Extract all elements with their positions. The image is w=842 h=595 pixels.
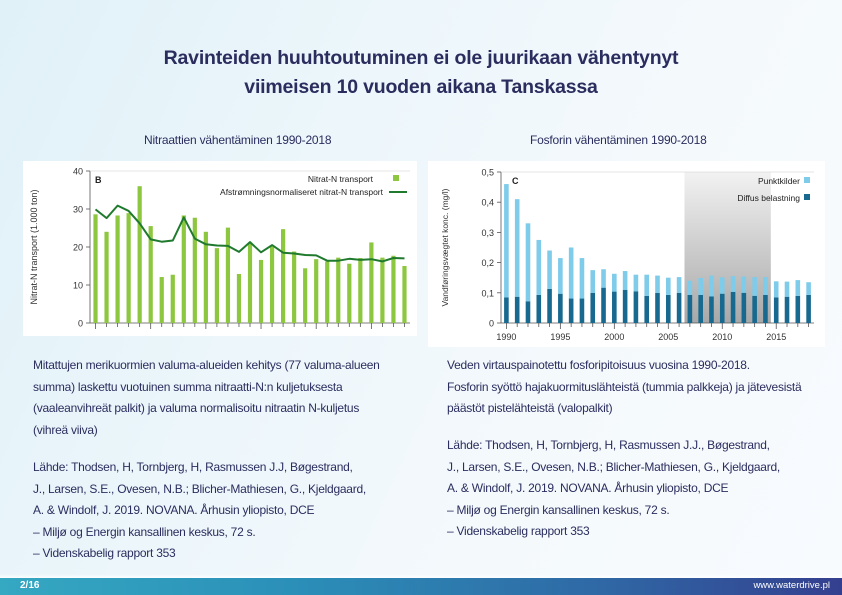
phosphorus-description xyxy=(447,355,837,420)
nitrate-chart xyxy=(23,161,417,336)
diffus-bar xyxy=(796,296,801,323)
y-axis-label: Nitrat-N transport (1.000 ton) xyxy=(29,189,39,305)
diffus-bar xyxy=(666,295,671,323)
y-tick-label: 0,1 xyxy=(481,288,494,299)
source-line: J., Larsen, S.E., Ovesen, N.B.; Blicher-Mathiesen, G., Kjeldgaard, xyxy=(447,459,780,474)
punktkilder-bar xyxy=(677,277,682,293)
diffus-bar xyxy=(709,296,714,323)
x-tick-label: 1995 xyxy=(550,332,571,342)
nitrate-bar xyxy=(182,215,186,323)
nitrate-bar xyxy=(292,252,296,323)
nitrate-bar xyxy=(248,242,252,323)
punktkilder-bar xyxy=(698,278,703,295)
diffus-bar xyxy=(515,297,520,323)
description-line: (vaaleanvihreät palkit) ja valuma normalisoitu nitraatin N-kuljetus xyxy=(33,401,360,415)
punktkilder-bar xyxy=(720,277,725,293)
nitrate-bar xyxy=(303,268,307,323)
source-line: – Miljø og Energin kansallinen keskus, 72 s. xyxy=(447,502,670,517)
punktkilder-bar xyxy=(655,276,660,293)
nitrate-bar xyxy=(314,259,318,323)
source-line: – Videnskabelig rapport 353 xyxy=(33,546,176,560)
legend-label: Nitrat-N transport xyxy=(307,174,373,184)
punktkilder-bar xyxy=(547,251,552,289)
punktkilder-bar xyxy=(644,275,649,296)
diffus-bar xyxy=(677,293,682,323)
diffus-bar xyxy=(752,296,757,323)
nitrate-bar xyxy=(104,232,108,323)
source-line: – Videnskabelig rapport 353 xyxy=(447,524,590,538)
legend-swatch-bar xyxy=(393,175,399,181)
diffus-bar xyxy=(504,297,509,323)
nitrate-source xyxy=(33,457,423,565)
description-line: Veden virtauspainotettu fosforipitoisuus vuosina 1990-2018. xyxy=(447,358,750,372)
x-tick-label: 2015 xyxy=(766,332,787,342)
diffus-bar xyxy=(644,296,649,323)
diffus-bar xyxy=(698,295,703,323)
description-line: Fosforin syöttö hajakuormituslähteistä (tummia palkkeja) ja jätevesistä xyxy=(447,379,802,394)
description-line: summa) laskettu vuotuinen summa nitraatti-N:n kuljetuksesta xyxy=(33,379,343,394)
y-tick-label: 20 xyxy=(72,242,83,253)
page-number: 2/16 xyxy=(20,580,40,591)
nitrate-bar xyxy=(380,258,384,323)
legend-label: Punktkilder xyxy=(757,176,800,186)
diffus-bar xyxy=(623,290,628,323)
punktkilder-bar xyxy=(580,258,585,298)
page-title xyxy=(0,44,842,102)
punktkilder-bar xyxy=(785,282,790,297)
punktkilder-bar xyxy=(623,271,628,290)
punktkilder-bar xyxy=(558,258,563,294)
nitrate-bar xyxy=(93,214,97,323)
diffus-bar xyxy=(612,292,617,323)
punktkilder-bar xyxy=(666,278,671,295)
source-line: Lähde: Thodsen, H, Tornbjerg, H, Rasmussen J.J., Bøgestrand, xyxy=(447,438,770,452)
diffus-bar xyxy=(763,295,768,323)
nitrate-bar xyxy=(115,215,119,323)
diffus-bar xyxy=(774,297,779,323)
punktkilder-bar xyxy=(774,281,779,297)
punktkilder-bar xyxy=(752,277,757,296)
y-tick-label: 30 xyxy=(72,204,83,215)
nitrate-bar xyxy=(215,248,219,323)
punktkilder-bar xyxy=(569,248,574,299)
nitrate-bar xyxy=(204,232,208,323)
source-line: – Miljø og Energin kansallinen keskus, 72 s. xyxy=(33,524,256,539)
source-line: A. & Windolf, J. 2019. NOVANA. Århusin yliopisto, DCE xyxy=(33,503,315,517)
punktkilder-bar xyxy=(515,199,520,297)
diffus-bar xyxy=(655,293,660,323)
nitrate-bar xyxy=(193,218,197,323)
y-axis-label: Vandføringsvægtet konc. (mg/l) xyxy=(440,188,450,307)
y-tick-label: 0,4 xyxy=(481,197,494,208)
nitrate-bar xyxy=(369,242,373,323)
x-tick-label: 2000 xyxy=(604,332,625,342)
nitrate-bar xyxy=(325,261,329,323)
nitrate-bar xyxy=(281,229,285,323)
phosphorus-source xyxy=(447,435,837,543)
description-line: Mitattujen merikuormien valuma-alueiden kehitys (77 valuma-alueen xyxy=(33,358,380,372)
y-tick-label: 0,3 xyxy=(481,227,494,238)
diffus-bar xyxy=(547,289,552,323)
punktkilder-bar xyxy=(504,184,509,297)
x-tick-label: 2005 xyxy=(658,332,679,342)
diffus-bar xyxy=(785,297,790,323)
legend-label: Diffus belastning xyxy=(737,193,800,203)
phosphorus-subtitle: Fosforin vähentäminen 1990-2018 xyxy=(530,133,707,147)
x-tick-label: 1990 xyxy=(496,332,517,342)
phosphorus-chart xyxy=(428,161,825,347)
diffus-bar xyxy=(590,293,595,323)
nitrate-bar xyxy=(358,258,362,323)
footer-bar xyxy=(0,578,842,595)
nitrate-bar xyxy=(270,247,274,323)
panel-label: B xyxy=(95,175,102,185)
description-line: (vihreä viiva) xyxy=(33,422,98,437)
punktkilder-bar xyxy=(742,276,747,292)
nitrate-bar xyxy=(226,228,230,323)
punktkilder-bar xyxy=(731,276,736,292)
nitrate-bar xyxy=(127,213,131,323)
legend-label: Afstrømningsnormaliseret nitrat-N transport xyxy=(220,187,383,197)
punktkilder-bar xyxy=(806,282,811,295)
y-tick-label: 10 xyxy=(72,280,83,291)
legend-swatch-punktkilder xyxy=(804,177,810,183)
nitrate-bar xyxy=(336,258,340,323)
y-tick-label: 0 xyxy=(488,318,494,329)
nitrate-bar xyxy=(402,266,406,323)
punktkilder-bar xyxy=(634,275,639,292)
title-line-2: viimeisen 10 vuoden aikana Tanskassa xyxy=(244,76,598,98)
y-tick-label: 0,5 xyxy=(481,167,494,178)
y-tick-label: 0 xyxy=(77,318,83,329)
source-line: A. & Windolf, J. 2019. NOVANA. Århusin yliopisto, DCE xyxy=(447,481,729,495)
phosphorus-chart-panel xyxy=(428,161,825,347)
punktkilder-bar xyxy=(590,270,595,293)
diffus-bar xyxy=(569,299,574,323)
diffus-bar xyxy=(742,293,747,323)
nitrate-subtitle: Nitraattien vähentäminen 1990-2018 xyxy=(144,133,332,147)
diffus-bar xyxy=(720,294,725,323)
y-tick-label: 0,2 xyxy=(481,258,494,269)
punktkilder-bar xyxy=(709,276,714,297)
panel-label: C xyxy=(512,176,519,186)
nitrate-bar xyxy=(160,277,164,323)
title-line-1: Ravinteiden huuhtoutuminen ei ole juurikaan vähentynyt xyxy=(163,47,679,69)
diffus-bar xyxy=(536,295,541,323)
punktkilder-bar xyxy=(796,280,801,296)
nitrate-bar xyxy=(391,256,395,323)
diffus-bar xyxy=(688,295,693,323)
diffus-bar xyxy=(580,299,585,323)
diffus-bar xyxy=(526,301,531,323)
diffus-bar xyxy=(634,291,639,323)
diffus-bar xyxy=(806,295,811,323)
punktkilder-bar xyxy=(763,277,768,295)
punktkilder-bar xyxy=(526,223,531,301)
nitrate-bar xyxy=(138,186,142,323)
website-link[interactable]: www.waterdrive.pl xyxy=(753,580,830,591)
x-tick-label: 2010 xyxy=(712,332,733,342)
description-line: päästöt pistelähteistä (valopalkit) xyxy=(447,401,613,415)
diffus-bar xyxy=(731,292,736,323)
y-tick-label: 40 xyxy=(72,166,83,177)
source-line: Lähde: Thodsen, H, Tornbjerg, H, Rasmussen J.J, Bøgestrand, xyxy=(33,460,353,474)
punktkilder-bar xyxy=(688,281,693,295)
punktkilder-bar xyxy=(612,274,617,292)
nitrate-bar xyxy=(259,260,263,323)
diffus-bar xyxy=(558,294,563,323)
diffus-bar xyxy=(601,288,606,323)
nitrate-bar xyxy=(237,274,241,323)
nitrate-bar xyxy=(347,264,351,323)
nitrate-description xyxy=(33,355,423,441)
nitrate-chart-panel xyxy=(23,161,417,336)
nitrate-bar xyxy=(171,275,175,323)
source-line: J., Larsen, S.E., Ovesen, N.B.; Blicher-Mathiesen, G., Kjeldgaard, xyxy=(33,481,366,496)
punktkilder-bar xyxy=(536,240,541,295)
punktkilder-bar xyxy=(601,269,606,287)
legend-swatch-diffus xyxy=(804,194,810,200)
